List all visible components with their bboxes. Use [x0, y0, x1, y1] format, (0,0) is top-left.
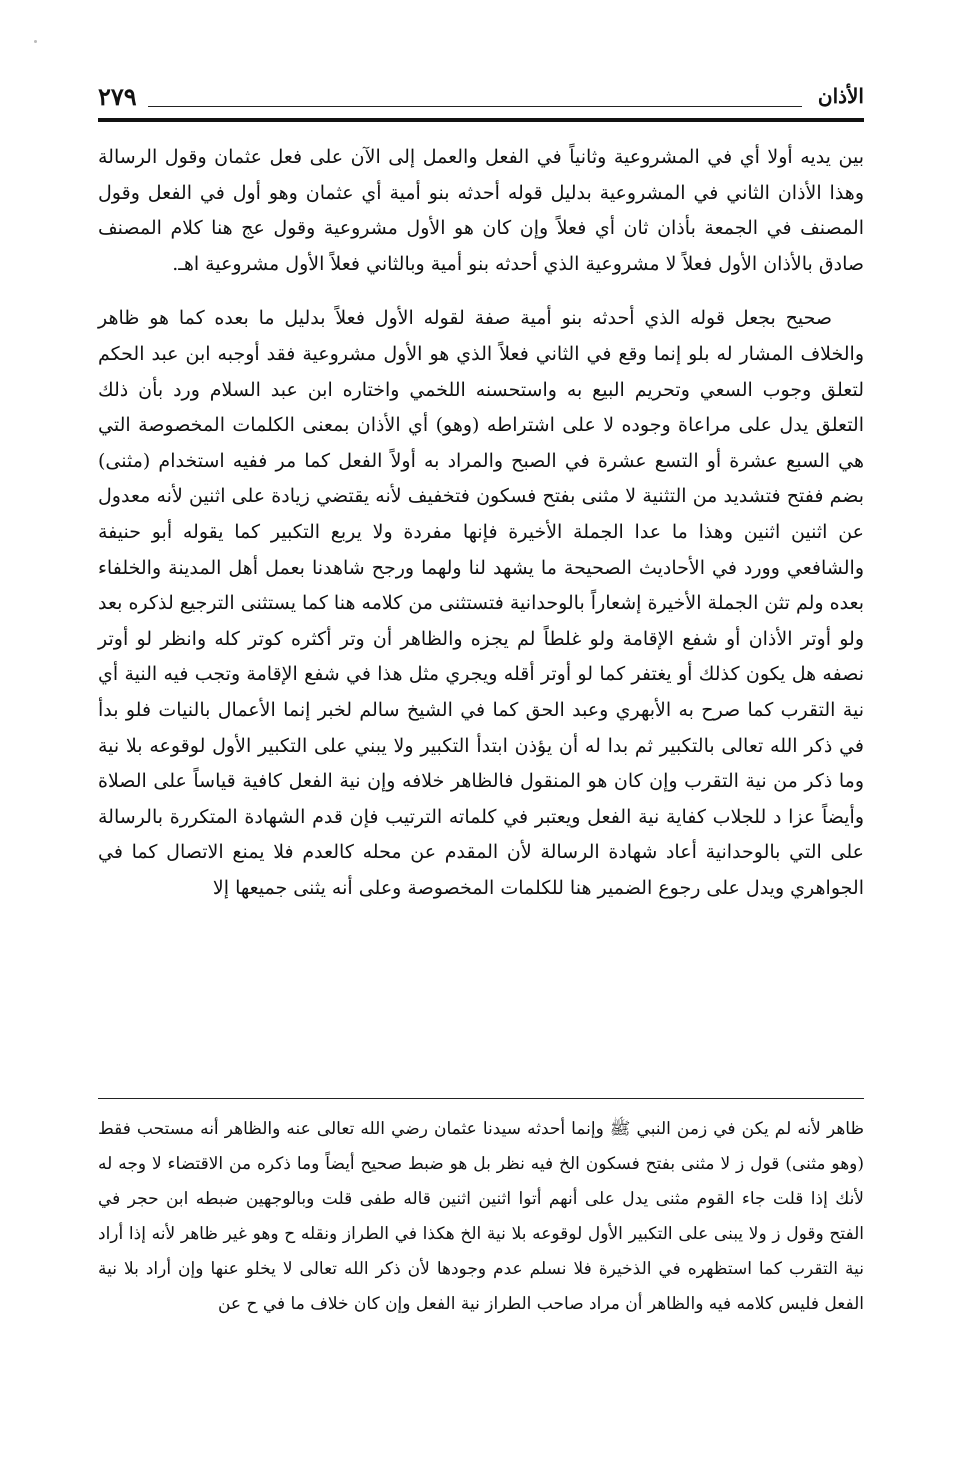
- running-chapter-title: الأذان: [817, 84, 864, 108]
- page-header: [98, 82, 864, 122]
- header-divider: [98, 118, 864, 122]
- main-text-block: [98, 140, 864, 906]
- scan-speck: [34, 40, 37, 43]
- footnote-paragraph: ظاهر لأنه لم يكن في زمن النبي ﷺ وإنما أحدثه سيدنا عثمان رضي الله تعالى عنه والظاهر أنه مستحب فقط (وهو مثنى) قول ز لا مثنى بفتح فسكون الخ فيه نظر بل هو ضبط صحيح أيضاً وما ذكره من الاقتضاء لا وجه له لأنك إذا قلت جاء القوم مثنى يدل على أنهم أتوا اثنين اثنين قاله طفى قلت وبالوجهين ضبطه ابن حجر في الفتح وقول ز ولا يبنى على التكبير الأول لوقوعه بلا نية الخ هكذا في الطراز ونقله ح وهو غير ظاهر لأنه إذا أراد نية التقرب كما استظهره في الذخيرة فلا نسلم عدم وجودها لأن ذكر الله تعالى لا يخلو عنها وإن أراد بلا نية الفعل فليس كلامه فيه والظاهر أن مراد صاحب الطراز نية الفعل وإن كان خلاف ما في ح عن: [98, 1119, 864, 1314]
- page-number: ٢٧٩: [98, 82, 137, 111]
- body-paragraph-2: صحيح بجعل قوله الذي أحدثه بنو أمية صفة لقوله الأول فعلاً بدليل ما بعده كما هو ظاهر والخلاف المشار له بلو إنما وقع في الثاني فعلاً الذي هو الأول مشروعية فقد أوجبه ابن عبد الحكم لتعلق وجوب السعي وتحريم البيع به واستحسنه اللخمي واختاره ابن عبد السلام ورد بأن ذلك التعلق يدل على مراعاة وجوده لا على اشتراطه (وهو) أي الأذان بمعنى الكلمات المخصوصة التي هي السبع عشرة أو التسع عشرة في الصبح والمراد به أولاً الفعل كما مر ففيه استخدام (مثنى) بضم ففتح فتشديد من التثنية لا مثنى بفتح فسكون فتخفيف لأنه يقتضي زيادة على اثنين لأنه معدول عن اثنين اثنين وهذا ما عدا الجملة الأخيرة فإنها مفردة ولا يربع التكبير كما يقوله أبو حنيفة والشافعي وورد في الأحاديث الصحيحة ما يشهد لنا ولهما ورجح شاهدنا بعمل أهل المدينة والخلفاء بعده ولم تثن الجملة الأخيرة إشعاراً بالوحدانية فتستثنى من كلامه هنا كما يستثنى الترجيع لذكره بعد ولو أوتر الأذان أو شفع الإقامة ولو غلطاً لم يجزه والظاهر أن وتر أكثره كوتر كله وانظر لو أوتر نصفه هل يكون كذلك أو يغتفر كما لو أوتر أقله ويجري مثل هذا في شفع الإقامة وتجب فيه النية أي نية التقرب كما صرح به الأبهري وعبد الحق كما في الشيخ سالم لخبر إنما الأعمال بالنيات فلو بدأ في ذكر الله تعالى بالتكبير ثم بدا له أن يؤذن ابتدأ التكبير ولا يبني على التكبير الأول لوقوعه بلا نية وما ذكر من نية التقرب وإن كان هو المنقول فالظاهر خلافه وإن نية الفعل كافية قياساً على الصلاة وأيضاً عزا د للجلاب كفاية نية الفعل ويعتبر في كلماته الترتيب فإن قدم الشهادة المتكررة بالرسالة على التي بالوحدانية أعاد شهادة الرسالة لأن المقدم عن محله كالعدم فلا يمنع الاتصال كما في الجواهري ويدل على رجوع الضمير هنا للكلمات المخصوصة وعلى أنه يثنى جميعها إلا: [98, 307, 864, 899]
- footnote-block: [98, 1112, 864, 1322]
- header-rule: [148, 106, 802, 107]
- footnote-divider: [98, 1098, 864, 1099]
- body-paragraph-1: بين يديه أولا أي في المشروعية وثانياً في الفعل والعمل إلى الآن على فعل عثمان وقول الرسالة وهذا الأذان الثاني في المشروعية بدليل قوله أحدثه بنو أمية أي عثمان وهو أول في الفعل وقول المصنف في الجمعة بأذان ثان أي فعلاً وإن كان هو الأول مشروعية وقول عج هنا كلام المصنف صادق بالأذان الأول فعلاً لا مشروعية الذي أحدثه بنو أمية وبالثاني فعلاً الأول مشروعية اهـ.: [98, 146, 864, 275]
